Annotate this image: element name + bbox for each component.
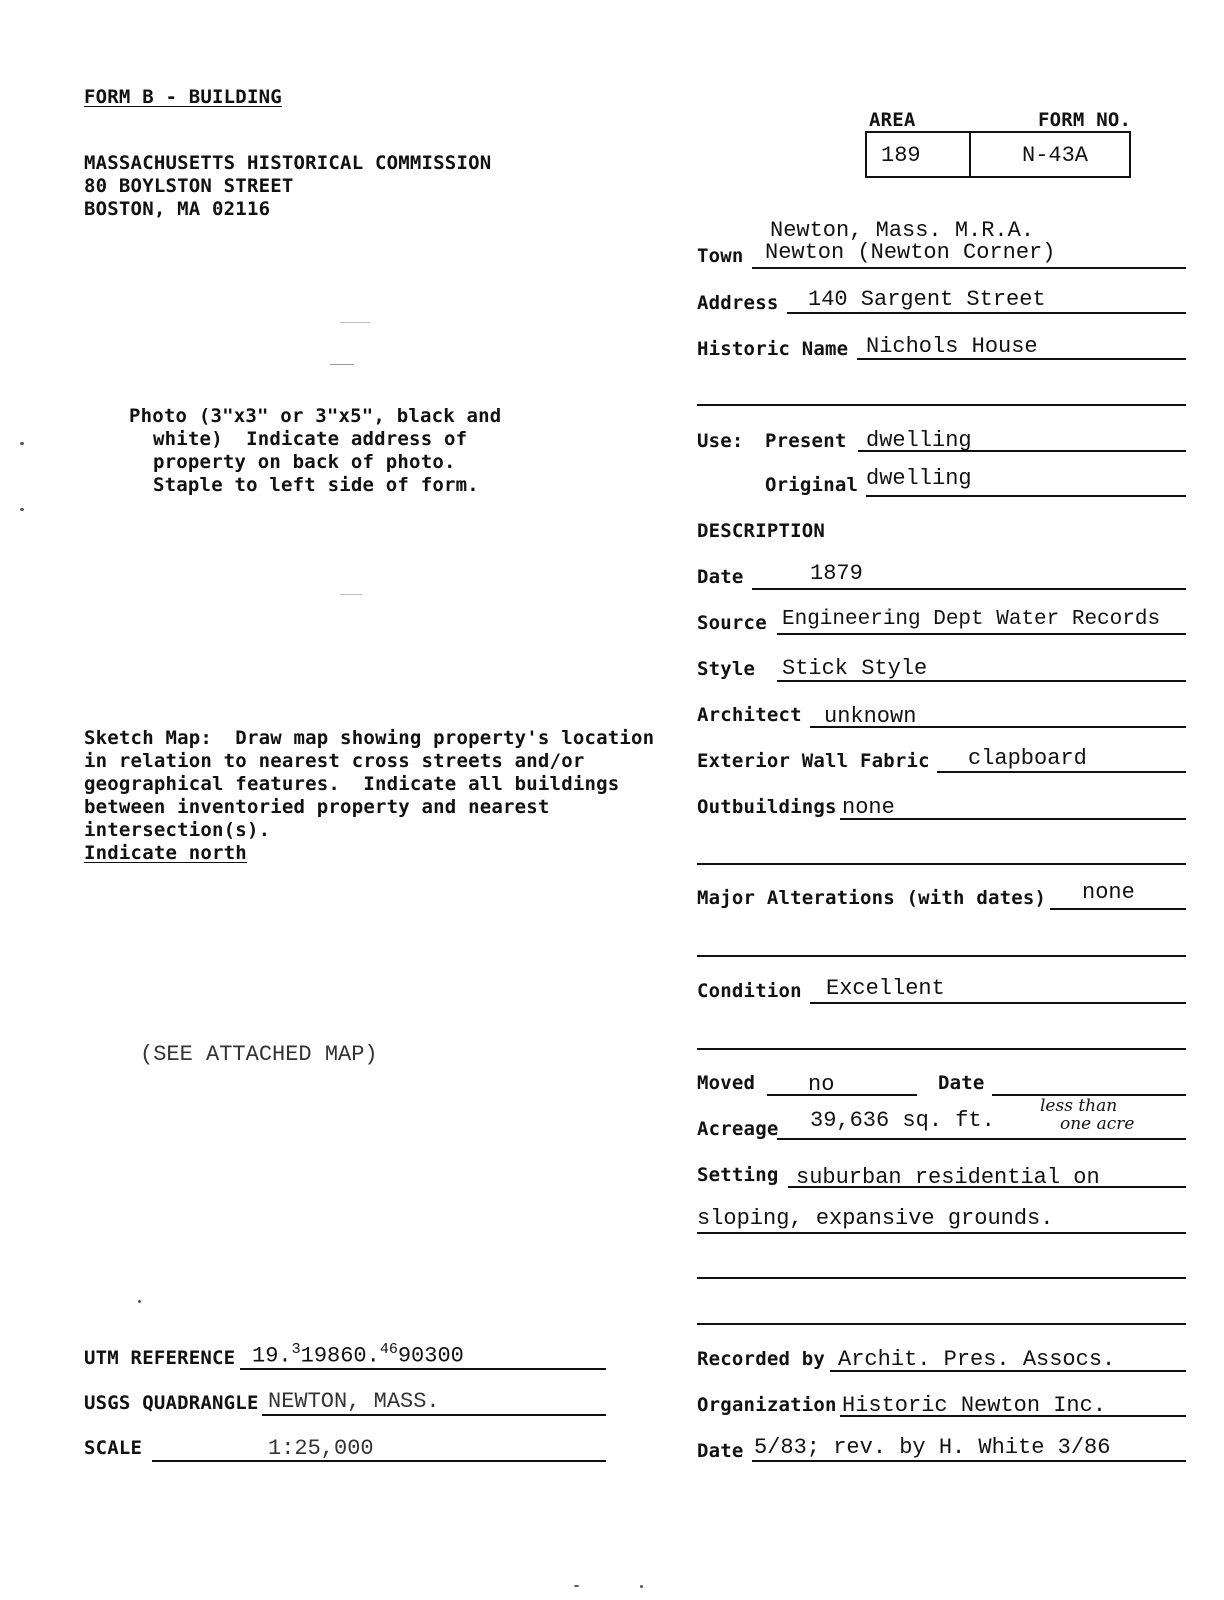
photo-instruction-1: Photo (3"x3" or 3"x5", black and xyxy=(129,405,502,427)
moved-label: Moved xyxy=(697,1072,756,1094)
setting-line-2 xyxy=(697,1232,1186,1234)
outbuildings-extra-line xyxy=(697,863,1186,865)
utm-value: 19.$^3$19860.4690300 xyxy=(252,1341,464,1369)
use-label: Use: xyxy=(697,430,744,452)
recorded-by-label: Recorded by xyxy=(697,1348,826,1370)
address-value: 140 Sargent Street xyxy=(808,287,1046,312)
exterior-wall-value: clapboard xyxy=(968,746,1087,771)
form-title: FORM B - BUILDING xyxy=(84,86,282,108)
organization-value: Historic Newton Inc. xyxy=(842,1393,1107,1418)
moved-value: no xyxy=(808,1072,835,1097)
moved-line xyxy=(767,1094,917,1096)
utm-label: UTM REFERENCE xyxy=(84,1347,236,1369)
scan-speck xyxy=(574,1585,579,1587)
source-value: Engineering Dept Water Records xyxy=(782,608,1161,631)
scale-label: SCALE xyxy=(84,1437,143,1459)
sketch-instruction-2: in relation to nearest cross streets and/or xyxy=(84,750,585,772)
address-line xyxy=(787,312,1186,314)
alterations-line xyxy=(1050,908,1186,910)
recorded-by-value: Archit. Pres. Assocs. xyxy=(838,1347,1116,1372)
condition-value: Excellent xyxy=(826,976,945,1001)
town-value-line1: Newton, Mass. M.R.A. xyxy=(770,218,1035,243)
area-form-box xyxy=(865,131,1131,178)
photo-instruction-2: white) Indicate address of xyxy=(153,428,468,450)
setting-line-4 xyxy=(697,1323,1186,1325)
scale-value: 1:25,000 xyxy=(268,1436,374,1461)
scan-speck xyxy=(640,1585,643,1588)
sketch-instruction-5: intersection(s). xyxy=(84,819,271,841)
original-value: dwelling xyxy=(866,466,972,491)
condition-label: Condition xyxy=(697,980,802,1002)
town-value-line2: Newton (Newton Corner) xyxy=(765,240,1056,265)
box-divider xyxy=(969,133,971,176)
setting-value-line2: sloping, expansive grounds. xyxy=(697,1206,1054,1231)
sketch-instruction-3: geographical features. Indicate all buildings xyxy=(84,773,620,795)
scan-mark xyxy=(340,322,370,323)
historic-name-value: Nichols House xyxy=(866,334,1038,359)
date-label: Date xyxy=(697,566,744,588)
scan-mark xyxy=(330,364,354,365)
architect-value: unknown xyxy=(824,704,917,729)
historic-name-extra-line xyxy=(697,404,1186,406)
moved-date-label: Date xyxy=(938,1072,985,1094)
style-label: Style xyxy=(697,658,756,680)
exterior-wall-line xyxy=(937,771,1186,773)
commission-city: BOSTON, MA 02116 xyxy=(84,198,271,220)
acreage-label: Acreage xyxy=(697,1118,779,1140)
alterations-label: Major Alterations (with dates) xyxy=(697,887,1047,909)
scan-speck xyxy=(20,508,24,511)
recorded-date-label: Date xyxy=(697,1440,744,1462)
acreage-handwritten-note-2: one acre xyxy=(1060,1114,1135,1134)
setting-label: Setting xyxy=(697,1164,779,1186)
see-attached-map: (SEE ATTACHED MAP) xyxy=(140,1042,378,1067)
area-value: 189 xyxy=(881,143,921,168)
present-label: Present xyxy=(765,430,847,452)
form-no-value: N-43A xyxy=(1022,143,1089,168)
alterations-extra-line xyxy=(697,955,1186,957)
recorded-date-value: 5/83; rev. by H. White 3/86 xyxy=(754,1435,1111,1460)
outbuildings-label: Outbuildings xyxy=(697,796,837,818)
usgs-line xyxy=(262,1414,606,1416)
alterations-value: none xyxy=(1082,880,1135,905)
organization-label: Organization xyxy=(697,1394,837,1416)
recorded-date-line xyxy=(752,1460,1186,1462)
form-no-label: FORM NO. xyxy=(1038,109,1132,131)
date-value: 1879 xyxy=(810,561,863,586)
commission-name: MASSACHUSETTS HISTORICAL COMMISSION xyxy=(84,152,492,174)
scan-mark xyxy=(340,594,362,595)
setting-line-3 xyxy=(697,1277,1186,1279)
photo-instruction-3: property on back of photo. xyxy=(153,451,456,473)
scan-speck xyxy=(138,1300,141,1303)
scan-speck xyxy=(20,442,24,445)
sketch-instruction-4: between inventoried property and nearest xyxy=(84,796,550,818)
exterior-wall-label: Exterior Wall Fabric xyxy=(697,750,930,772)
present-value: dwelling xyxy=(866,428,972,453)
acreage-line xyxy=(777,1138,1186,1140)
condition-extra-line xyxy=(697,1048,1186,1050)
date-line xyxy=(752,588,1186,590)
usgs-value: NEWTON, MASS. xyxy=(268,1389,440,1414)
source-label: Source xyxy=(697,612,767,634)
acreage-handwritten-note-1: less than xyxy=(1040,1096,1118,1116)
condition-line xyxy=(810,1002,1186,1004)
scale-line xyxy=(152,1460,606,1462)
address-label: Address xyxy=(697,292,779,314)
photo-instruction-4: Staple to left side of form. xyxy=(153,474,479,496)
area-label: AREA xyxy=(869,109,916,131)
setting-value-line1: suburban residential on xyxy=(796,1165,1100,1190)
town-line xyxy=(752,267,1186,269)
acreage-value: 39,636 sq. ft. xyxy=(810,1108,995,1133)
commission-street: 80 BOYLSTON STREET xyxy=(84,175,294,197)
historic-name-label: Historic Name xyxy=(697,338,849,360)
usgs-label: USGS QUADRANGLE xyxy=(84,1392,259,1414)
sketch-instruction-1: Sketch Map: Draw map showing property's location xyxy=(84,727,655,749)
original-label: Original xyxy=(765,474,859,496)
architect-label: Architect xyxy=(697,704,802,726)
style-value: Stick Style xyxy=(782,656,928,681)
source-line xyxy=(777,633,1186,635)
indicate-north: Indicate north xyxy=(84,842,247,864)
original-line xyxy=(866,495,1186,497)
description-label: DESCRIPTION xyxy=(697,520,826,542)
town-label: Town xyxy=(697,245,744,267)
outbuildings-value: none xyxy=(842,795,895,820)
